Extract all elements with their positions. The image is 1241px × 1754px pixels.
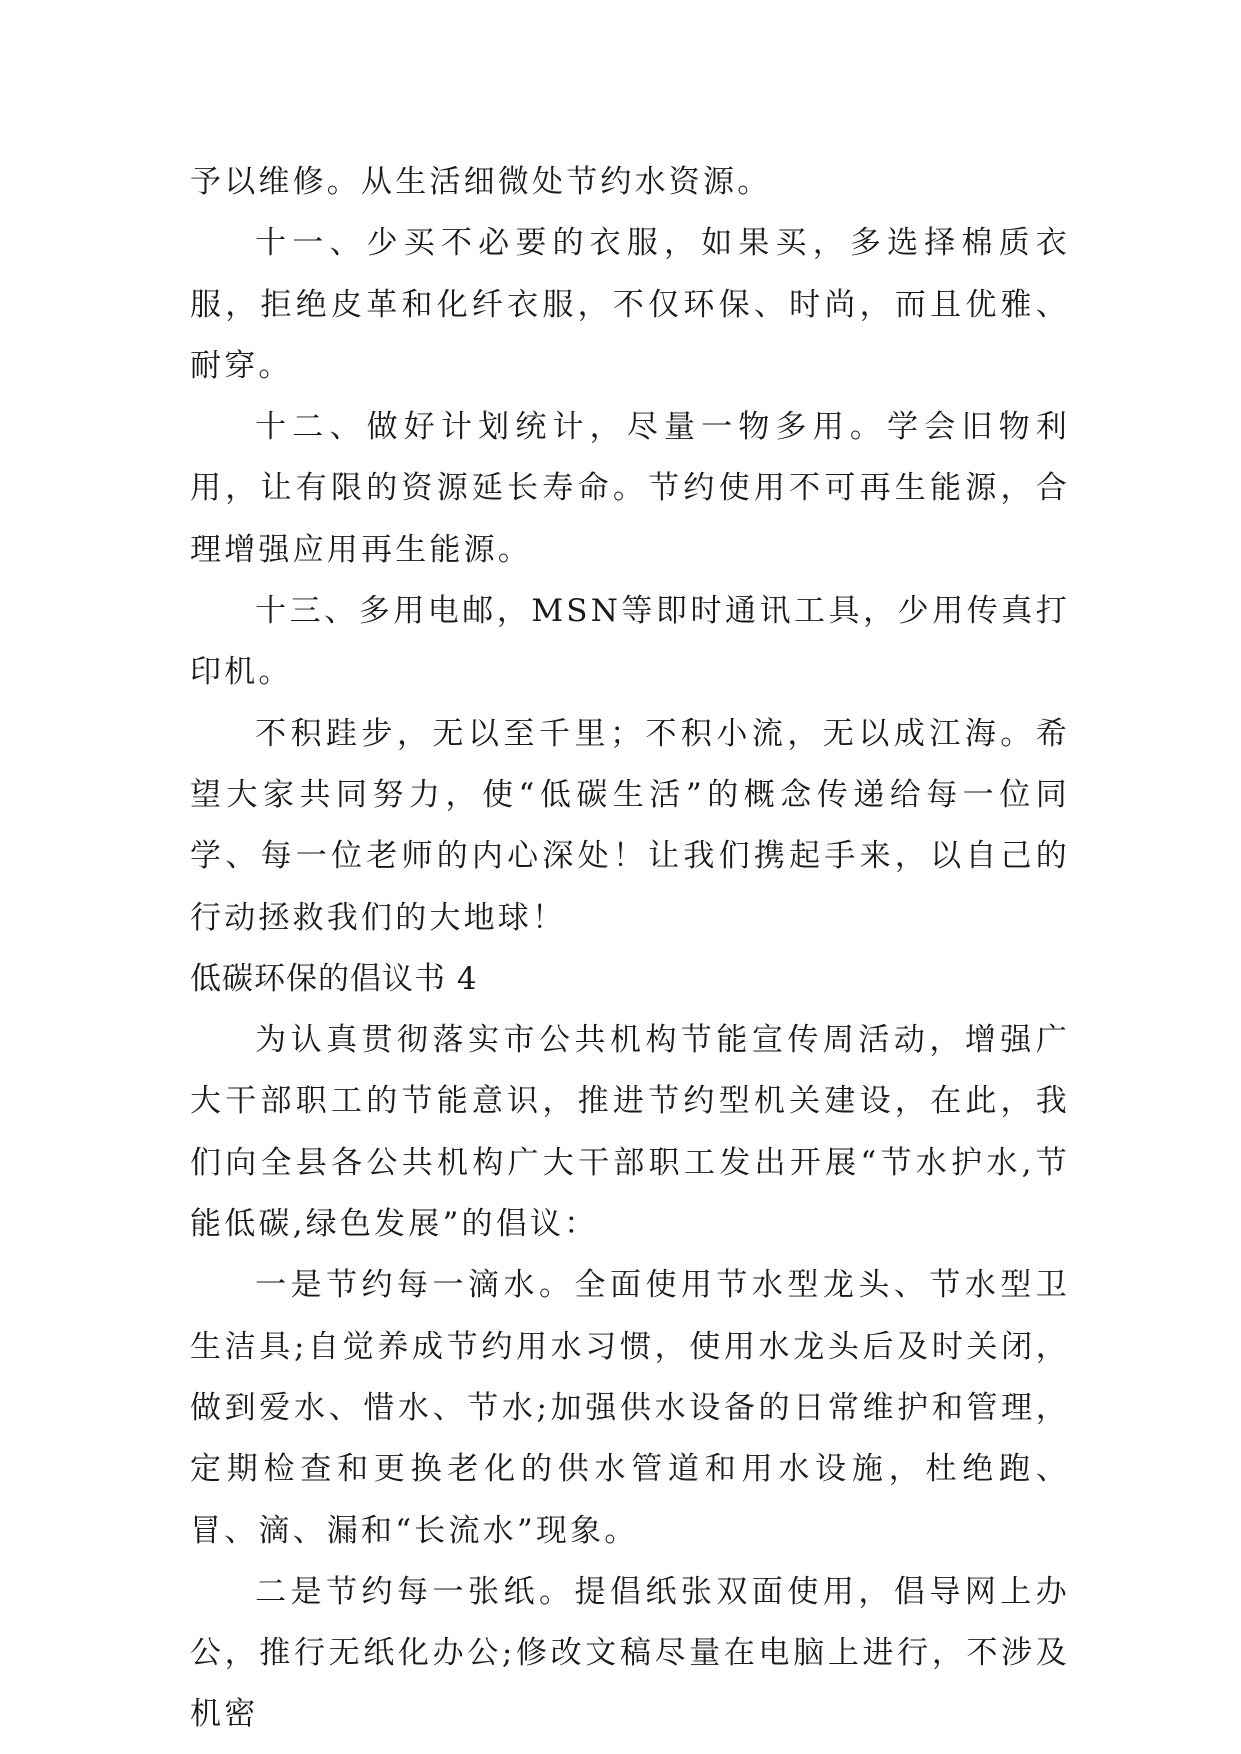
section-heading: 低碳环保的倡议书 4 (190, 960, 478, 997)
document-body (190, 152, 1070, 1746)
paragraph-continuation: 予以维修。从生活细微处节约水资源。 (190, 164, 772, 200)
paragraph-water: 一是节约每一滴水。全面使用节水型龙头、节水型卫生洁具;自觉养成节约用水习惯，使用水龙头后及时关闭，做到爱水、惜水、节水;加强供水设备的日常维护和管理，定期检查和更换老化的供水管道和用水设施，杜绝跑、冒、滴、漏和“长流水”现象。 (190, 1267, 1070, 1549)
paragraph-intro: 为认真贯彻落实市公共机构节能宣传周活动，增强广大干部职工的节能意识，推进节约型机关建设，在此，我们向全县各公共机构广大干部职工发出开展“节水护水,节能低碳,绿色发展”的倡议： (190, 1022, 1070, 1243)
paragraph-item-11: 十一、少买不必要的衣服，如果买，多选择棉质衣服，拒绝皮革和化纤衣服，不仅环保、时尚，而且优雅、耐穿。 (190, 225, 1070, 384)
paragraph-item-13: 十三、多用电邮，MSN等即时通讯工具，少用传真打印机。 (190, 593, 1070, 691)
paragraph-closing: 不积跬步，无以至千里；不积小流，无以成江海。希望大家共同努力，使“低碳生活”的概念传递给每一位同学、每一位老师的内心深处！让我们携起手来，以自己的行动拯救我们的大地球！ (190, 715, 1070, 936)
paragraph-item-12: 十二、做好计划统计，尽量一物多用。学会旧物利用，让有限的资源延长寿命。节约使用不可再生能源，合理增强应用再生能源。 (190, 409, 1070, 568)
paragraph-paper: 二是节约每一张纸。提倡纸张双面使用，倡导网上办公，推行无纸化办公;修改文稿尽量在电脑上进行，不涉及机密 (190, 1573, 1070, 1733)
